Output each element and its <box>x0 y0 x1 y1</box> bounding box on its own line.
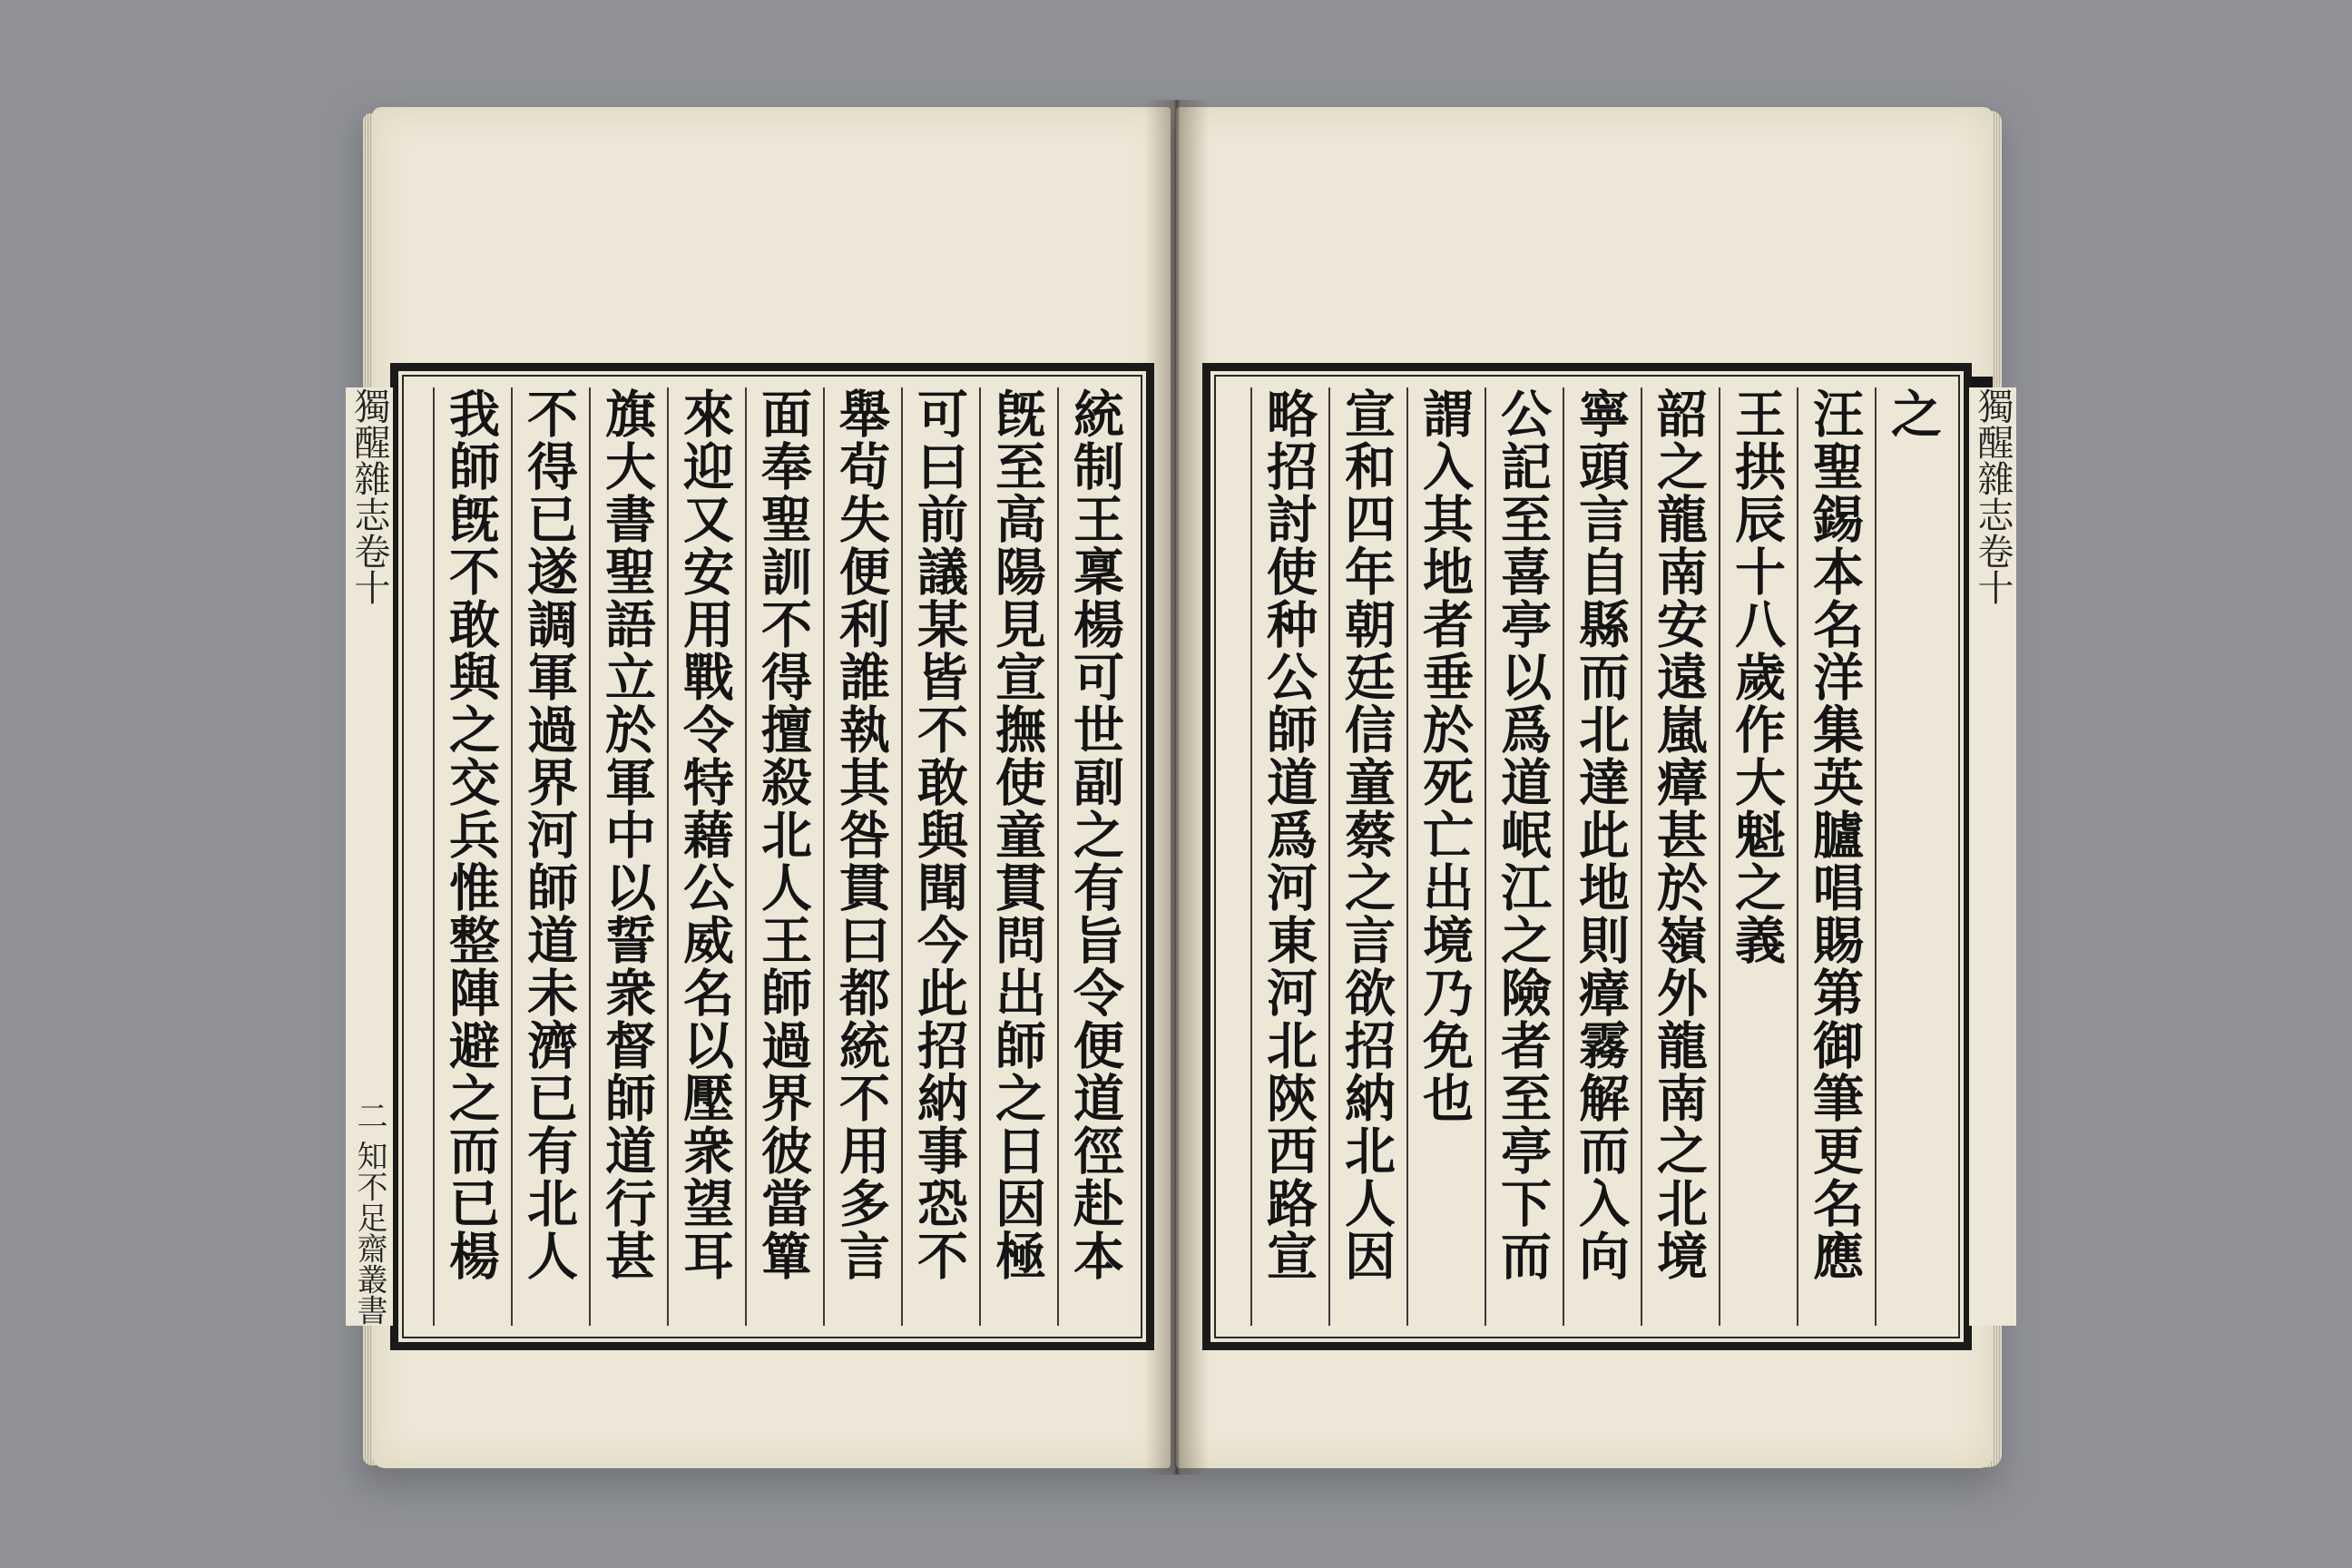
left-column-3: 可曰前議某皆不敢與聞今此招納事恐不 <box>901 387 977 1326</box>
right-column-3: 王拱辰十八歲作大魁之義 <box>1719 387 1795 1326</box>
left-margin-column <box>346 387 393 1326</box>
left-column-6: 來迎又安用戰令特藉公威名以壓衆望耳 <box>667 387 743 1326</box>
right-column-5: 寧頭言自縣而北達此地則瘴霧解而入向 <box>1563 387 1639 1326</box>
left-column-7: 旗大書聖語立於軍中以誓衆督師道行甚 <box>589 387 665 1326</box>
left-column-5: 面奉聖訓不得擅殺北人王師過界彼當簞 <box>745 387 821 1326</box>
right-column-1: 之 <box>1875 387 1951 1326</box>
right-column-9: 略招討使种公師道爲河東河北陝西路宣 <box>1250 387 1327 1326</box>
right-column-4: 韶之龍南安遠嵐瘴甚於嶺外龍南之北境 <box>1641 387 1717 1326</box>
right-margin-column <box>1969 387 2016 1326</box>
right-column-7: 謂入其地者垂於死亡出境乃免也 <box>1406 387 1483 1326</box>
left-margin-footer: 二 知不足齋叢書 <box>351 1100 387 1326</box>
right-column-8: 宣和四年朝廷信童蔡之言欲招納北人因 <box>1328 387 1405 1326</box>
left-column-8: 不得已遂調軍過界河師道未濟已有北人 <box>511 387 587 1326</box>
left-column-2: 旣至高陽見宣撫使童貫問出師之日因極 <box>979 387 1055 1326</box>
left-column-9: 我師旣不敢與之交兵惟整陣避之而已楊 <box>433 387 509 1326</box>
right-column-6: 公記至喜亭以爲道岷江之險者至亭下而 <box>1485 387 1561 1326</box>
book-gutter <box>1145 100 1209 1475</box>
right-margin-title: 獨醒雜志卷十 <box>1972 387 2014 605</box>
left-column-4: 舉茍失便利誰執其咎貫曰都統不用多言 <box>823 387 899 1326</box>
right-column-2: 汪聖錫本名洋集英臚唱賜第御筆更名應 <box>1797 387 1873 1326</box>
right-text-frame <box>1202 363 2014 1350</box>
left-column-1: 統制王稟楊可世副之有旨令便道徑赴本 <box>1057 387 1133 1326</box>
left-text-frame <box>348 363 1154 1350</box>
left-margin-title: 獨醒雜志卷十 <box>348 387 390 605</box>
